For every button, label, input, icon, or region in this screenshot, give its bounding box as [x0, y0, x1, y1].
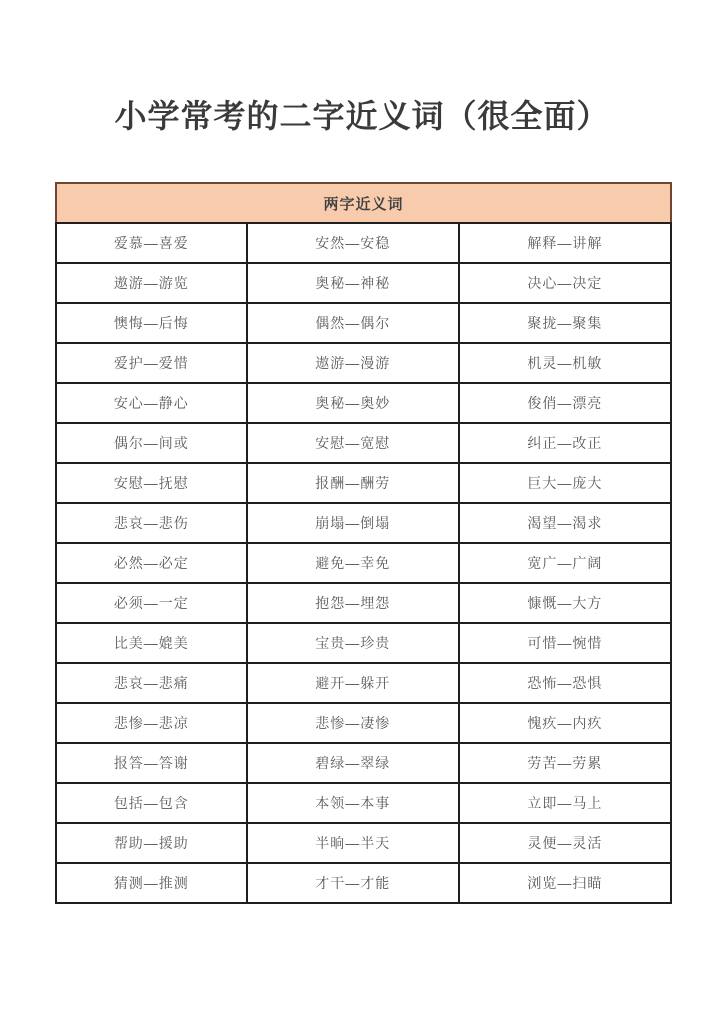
- table-row: [56, 743, 671, 783]
- synonym-cell: 偶尔—间或: [56, 423, 247, 463]
- synonym-cell: 宽广—广阔: [459, 543, 671, 583]
- table-row: [56, 703, 671, 743]
- table-header-row: [56, 183, 671, 223]
- table-row: [56, 863, 671, 903]
- synonym-cell: 避开—躲开: [247, 663, 459, 703]
- synonym-cell: 悲哀—悲痛: [56, 663, 247, 703]
- synonym-cell: 爱护—爱惜: [56, 343, 247, 383]
- synonym-cell: 巨大—庞大: [459, 463, 671, 503]
- synonym-cell: 立即—马上: [459, 783, 671, 823]
- synonym-cell: 报酬—酬劳: [247, 463, 459, 503]
- table-row: [56, 303, 671, 343]
- synonyms-table-body: [56, 223, 671, 903]
- synonym-cell: 宝贵—珍贵: [247, 623, 459, 663]
- synonym-cell: 安慰—抚慰: [56, 463, 247, 503]
- synonym-cell: 半晌—半天: [247, 823, 459, 863]
- synonym-cell: 碧绿—翠绿: [247, 743, 459, 783]
- synonym-cell: 才干—才能: [247, 863, 459, 903]
- synonym-cell: 帮助—援助: [56, 823, 247, 863]
- synonym-cell: 安然—安稳: [247, 223, 459, 263]
- synonym-cell: 灵便—灵活: [459, 823, 671, 863]
- synonym-cell: 慷慨—大方: [459, 583, 671, 623]
- synonym-cell: 俊俏—漂亮: [459, 383, 671, 423]
- table-row: [56, 623, 671, 663]
- synonym-cell: 必须—一定: [56, 583, 247, 623]
- synonym-cell: 报答—答谢: [56, 743, 247, 783]
- table-row: [56, 503, 671, 543]
- table-header: 两字近义词: [56, 183, 671, 223]
- page-title: 小学常考的二字近义词（很全面）: [114, 98, 610, 134]
- synonym-cell: 机灵—机敏: [459, 343, 671, 383]
- synonym-cell: 崩塌—倒塌: [247, 503, 459, 543]
- table-row: [56, 383, 671, 423]
- synonym-cell: 避免—幸免: [247, 543, 459, 583]
- synonym-cell: 必然—必定: [56, 543, 247, 583]
- table-row: [56, 223, 671, 263]
- synonym-cell: 比美—媲美: [56, 623, 247, 663]
- synonyms-table-container: [55, 182, 672, 904]
- synonym-cell: 悲惨—悲凉: [56, 703, 247, 743]
- synonym-cell: 聚拢—聚集: [459, 303, 671, 343]
- synonym-cell: 浏览—扫瞄: [459, 863, 671, 903]
- synonym-cell: 懊悔—后悔: [56, 303, 247, 343]
- synonym-cell: 安心—静心: [56, 383, 247, 423]
- synonym-cell: 本领—本事: [247, 783, 459, 823]
- synonym-cell: 猜测—推测: [56, 863, 247, 903]
- synonym-cell: 奥秘—神秘: [247, 263, 459, 303]
- synonym-cell: 纠正—改正: [459, 423, 671, 463]
- synonym-cell: 可惜—惋惜: [459, 623, 671, 663]
- synonym-cell: 劳苦—劳累: [459, 743, 671, 783]
- synonym-cell: 奥秘—奥妙: [247, 383, 459, 423]
- synonym-cell: 愧疚—内疚: [459, 703, 671, 743]
- synonym-cell: 决心—决定: [459, 263, 671, 303]
- synonym-cell: 渴望—渴求: [459, 503, 671, 543]
- table-row: [56, 663, 671, 703]
- table-row: [56, 263, 671, 303]
- synonym-cell: 悲惨—凄惨: [247, 703, 459, 743]
- table-row: [56, 463, 671, 503]
- synonym-cell: 爱慕—喜爱: [56, 223, 247, 263]
- table-row: [56, 423, 671, 463]
- synonym-cell: 遨游—漫游: [247, 343, 459, 383]
- synonym-cell: 安慰—宽慰: [247, 423, 459, 463]
- table-row: [56, 343, 671, 383]
- table-row: [56, 823, 671, 863]
- synonym-cell: 包括—包含: [56, 783, 247, 823]
- synonym-cell: 悲哀—悲伤: [56, 503, 247, 543]
- synonym-cell: 抱怨—埋怨: [247, 583, 459, 623]
- table-row: [56, 543, 671, 583]
- synonyms-table: [55, 182, 672, 904]
- table-row: [56, 583, 671, 623]
- table-row: [56, 783, 671, 823]
- synonym-cell: 解释—讲解: [459, 223, 671, 263]
- synonym-cell: 恐怖—恐惧: [459, 663, 671, 703]
- synonym-cell: 遨游—游览: [56, 263, 247, 303]
- synonym-cell: 偶然—偶尔: [247, 303, 459, 343]
